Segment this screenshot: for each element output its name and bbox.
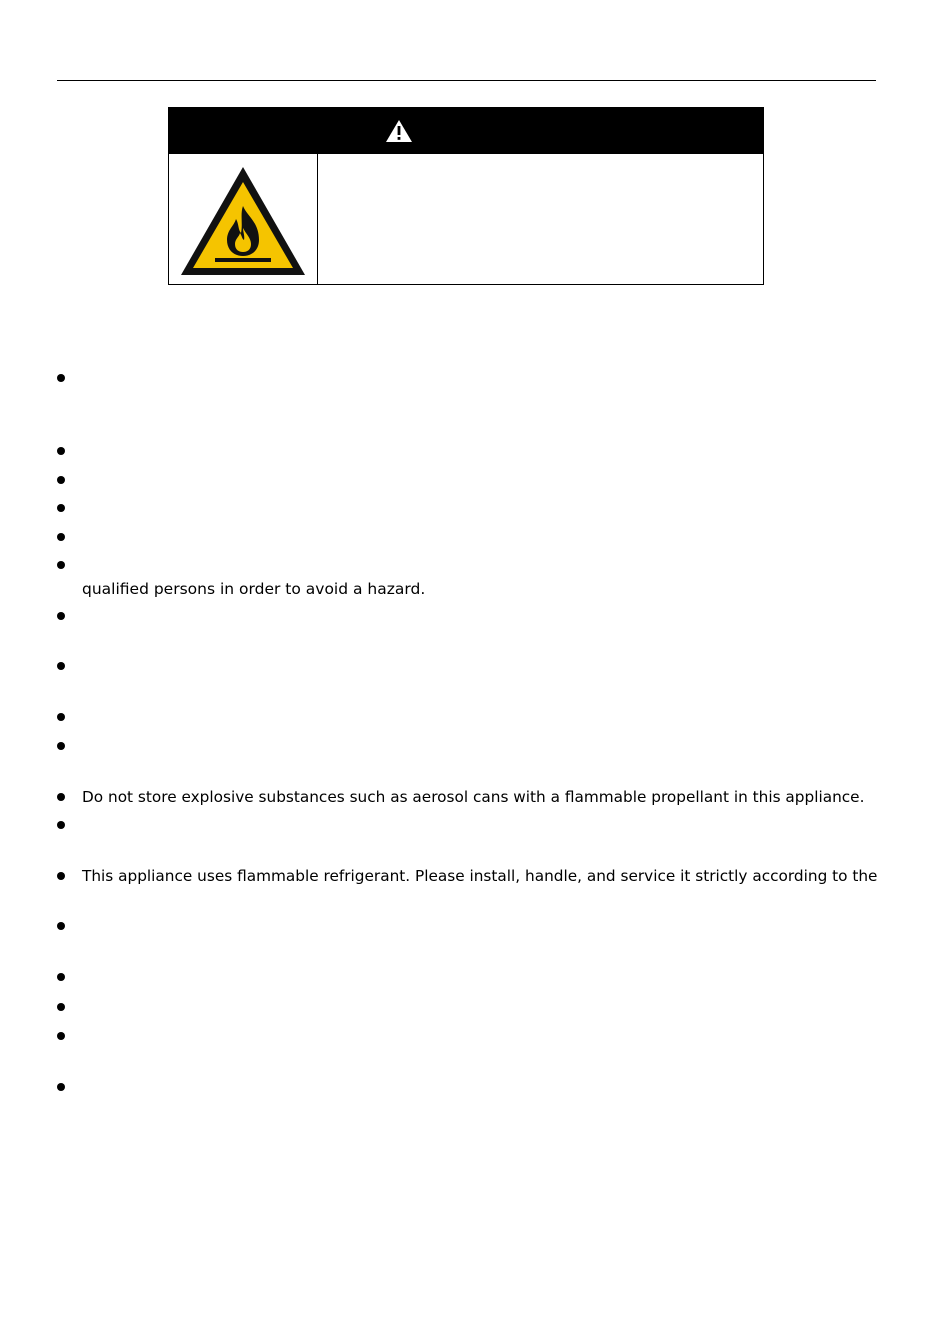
bullet-dot-icon [57,1003,65,1011]
bullet-dot-icon [57,821,65,829]
bullet-dot-icon [57,374,65,382]
bullet-dot-icon [57,504,65,512]
bullet-dot-icon [57,533,65,541]
bullet-dot-icon [57,793,65,801]
bullet-dot-icon [57,1032,65,1040]
list-item-text: qualified persons in order to avoid a hazard. [82,580,426,598]
bullet-dot-icon [57,561,65,569]
list-item-text: Do not store explosive substances such as aerosol cans with a flammable propellant in this appliance. [82,788,865,806]
bullet-dot-icon [57,922,65,930]
bullet-dot-icon [57,1083,65,1091]
bullet-dot-icon [57,476,65,484]
list-item-text: This appliance uses flammable refrigerant. Please install, handle, and service it strictly according to the [82,867,878,885]
bullet-dot-icon [57,742,65,750]
bullet-dot-icon [57,612,65,620]
bullet-dot-icon [57,662,65,670]
bullet-dot-icon [57,713,65,721]
bullet-dot-icon [57,447,65,455]
bullet-dot-icon [57,872,65,880]
bullet-dot-icon [57,973,65,981]
